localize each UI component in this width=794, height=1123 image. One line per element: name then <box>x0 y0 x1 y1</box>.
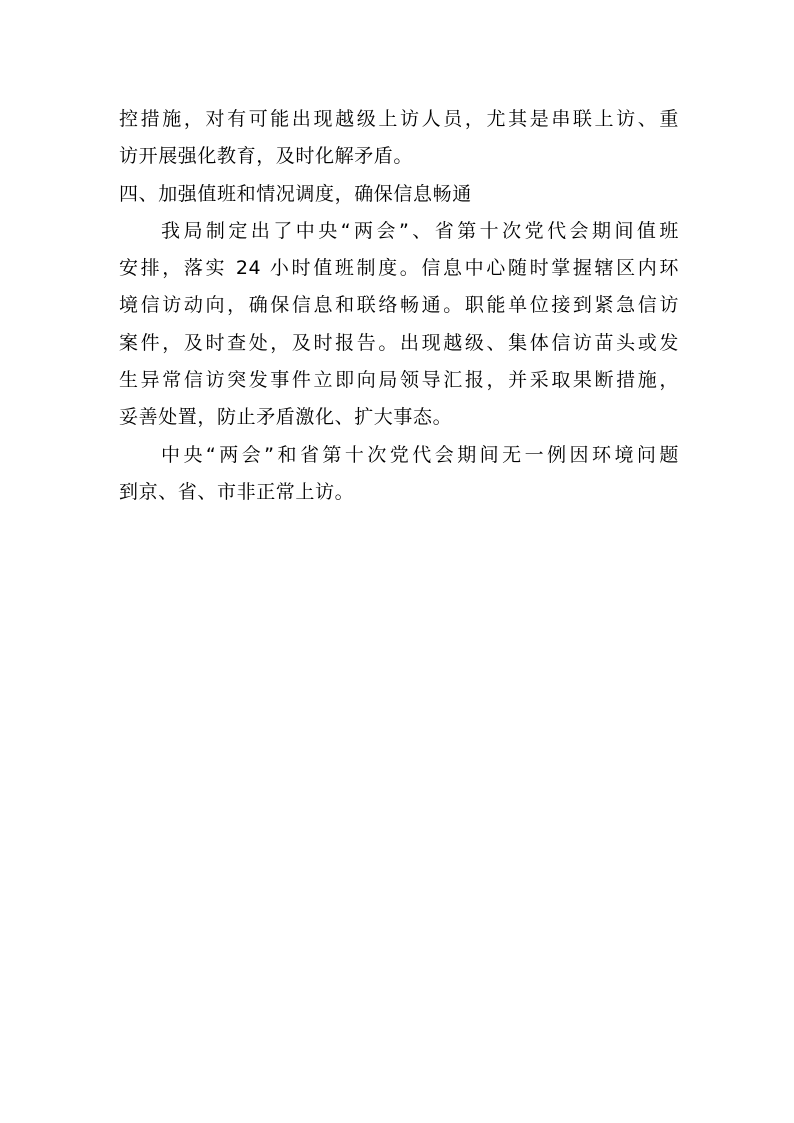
paragraph-line: 控措施，对有可能出现越级上访人员，尤其是串联上访、重 <box>119 108 679 130</box>
paragraph-line: 妥善处置，防止矛盾激化、扩大事态。 <box>119 406 453 429</box>
paragraph-line: 访开展强化教育，及时化解矛盾。 <box>119 145 414 168</box>
paragraph-line: 境信访动向，确保信息和联络畅通。职能单位接到紧急信访 <box>119 294 679 317</box>
paragraph-line: 中央“两会”和省第十次党代会期间无一例因环境问题 <box>161 443 679 466</box>
paragraph-line: 到京、省、市非正常上访。 <box>119 480 355 503</box>
document-body <box>119 101 679 511</box>
section-heading: 四、加强值班和情况调度，确保信息畅通 <box>119 182 472 205</box>
paragraph-line: 案件，及时查处，及时报告。出现越级、集体信访苗头或发 <box>119 331 679 354</box>
paragraph-line: 安排，落实 24 小时值班制度。信息中心随时掌握辖区内环 <box>119 257 679 280</box>
paragraph-line: 我局制定出了中央“两会”、省第十次党代会期间值班 <box>161 219 679 242</box>
paragraph-line: 生异常信访突发事件立即向局领导汇报，并采取果断措施， <box>119 369 679 392</box>
